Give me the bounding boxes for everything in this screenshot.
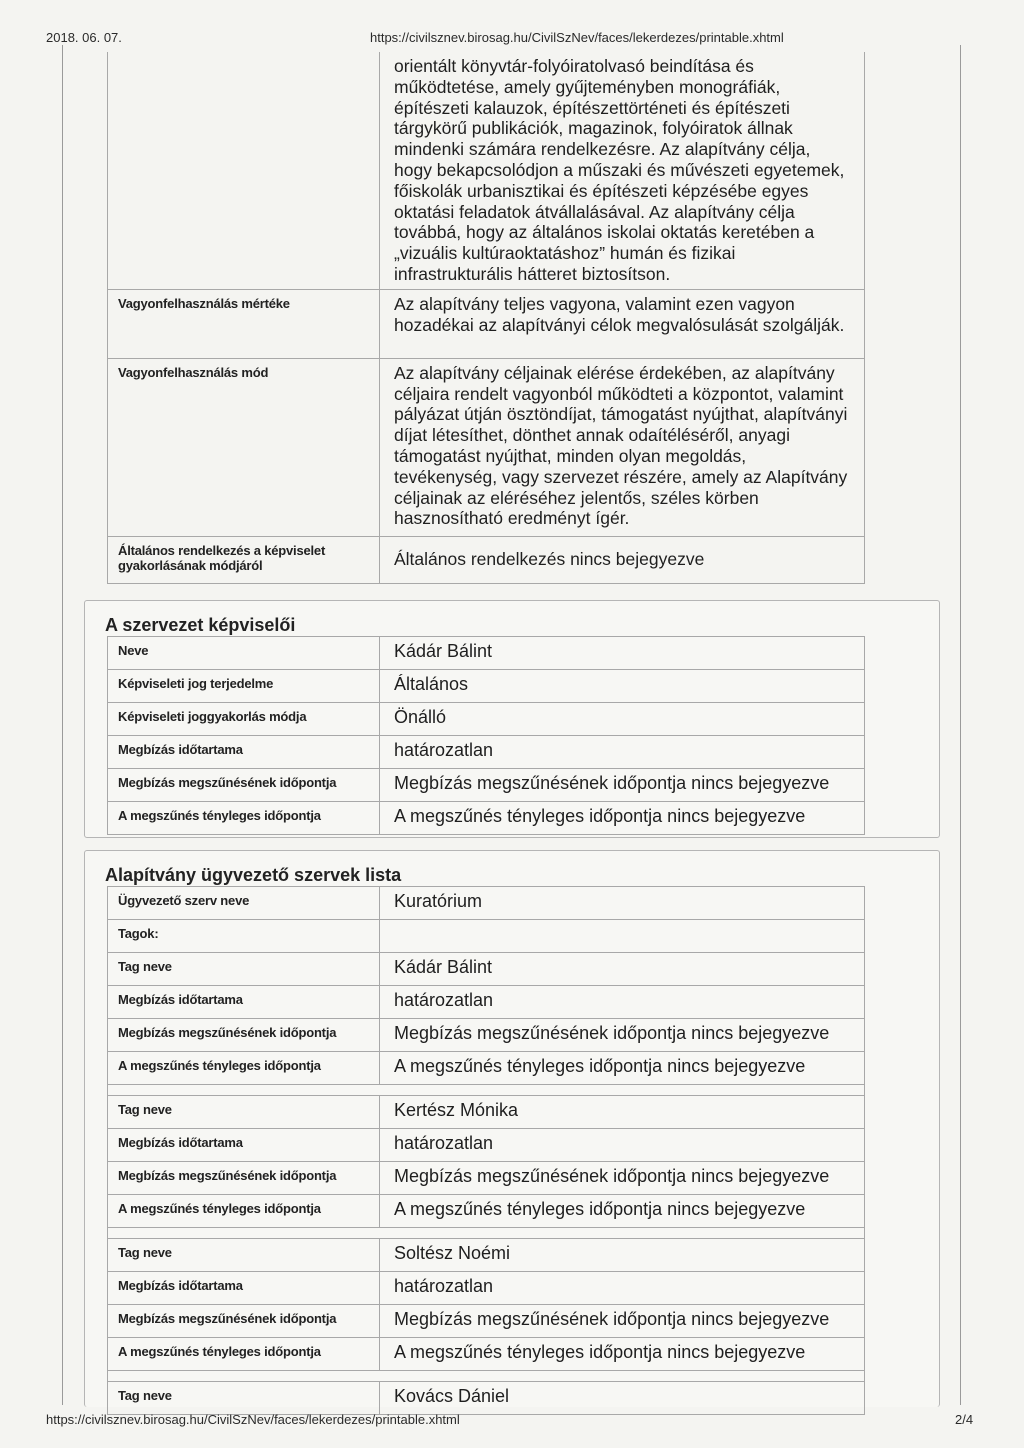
separator-cell <box>108 1228 865 1239</box>
bodies-table <box>107 886 865 1415</box>
row-value: határozatlan <box>380 1272 865 1305</box>
member-separator <box>108 1228 865 1239</box>
purpose-table <box>107 52 865 584</box>
row-label: Megbízás megszűnésének időpontja <box>108 1162 380 1195</box>
separator-cell <box>108 1085 865 1096</box>
row-label: Ügyvezető szerv neve <box>108 887 380 920</box>
row-value: Az alapítvány céljainak elérése érdekében, az alapítvány céljaira rendelt vagyonból működteti a központot, valamint pályázat útján ösztöndíjat, támogatást nyújthat, alapítványi díjat létesíthet, dönthet annak odaítéléséről, anyagi támogatást nyújthat, minden olyan megoldás, tevékenység, vagy szervezet részére, amely az Alapítvány céljainak az eléréséhez jelentős, széles körben hasznosítható eredményt ígér. <box>380 358 865 536</box>
row-value: A megszűnés tényleges időpontja nincs bejegyezve <box>380 1195 865 1228</box>
row-value: határozatlan <box>380 736 865 769</box>
row-value: Általános <box>380 670 865 703</box>
table-row <box>108 1162 865 1195</box>
empty-label-cell <box>108 52 380 289</box>
row-label: Tag neve <box>108 953 380 986</box>
table-row <box>108 1338 865 1371</box>
row-label: Vagyonfelhasználás mértéke <box>108 289 380 358</box>
row-label: Megbízás megszűnésének időpontja <box>108 1305 380 1338</box>
page-frame-right <box>960 45 961 1405</box>
table-row <box>108 953 865 986</box>
table-row <box>108 736 865 769</box>
table-row <box>108 52 865 289</box>
row-value: Megbízás megszűnésének időpontja nincs bejegyezve <box>380 1019 865 1052</box>
empty-value-cell <box>380 920 865 953</box>
row-label: Általános rendelkezés a képviselet gyakorlásának módjáról <box>108 536 380 583</box>
row-label: Tagok: <box>108 920 380 953</box>
member-separator <box>108 1085 865 1096</box>
section-title: Alapítvány ügyvezető szervek lista <box>105 865 402 885</box>
table-row <box>108 1382 865 1415</box>
row-label: Megbízás időtartama <box>108 986 380 1019</box>
section-title: A szervezet képviselői <box>105 615 296 635</box>
footer-url: https://civilsznev.birosag.hu/CivilSzNev/faces/lekerdezes/printable.xhtml <box>46 1412 460 1427</box>
print-date: 2018. 06. 07. <box>46 30 122 45</box>
row-value: határozatlan <box>380 986 865 1019</box>
member-name: Kádár Bálint <box>380 953 865 986</box>
table-row <box>108 289 865 358</box>
table-row <box>108 769 865 802</box>
row-label: A megszűnés tényleges időpontja <box>108 1052 380 1085</box>
member-name: Kovács Dániel <box>380 1382 865 1415</box>
row-label: Tag neve <box>108 1239 380 1272</box>
table-row <box>108 1052 865 1085</box>
page-number: 2/4 <box>955 1412 974 1427</box>
row-label: A megszűnés tényleges időpontja <box>108 802 380 835</box>
table-row <box>108 1195 865 1228</box>
row-label: Neve <box>108 637 380 670</box>
row-label: Vagyonfelhasználás mód <box>108 358 380 536</box>
row-label: Megbízás időtartama <box>108 1129 380 1162</box>
row-label: Megbízás időtartama <box>108 736 380 769</box>
table-row <box>108 887 865 920</box>
page-frame-left <box>62 45 63 1405</box>
table-row <box>108 536 865 583</box>
member-name: Soltész Noémi <box>380 1239 865 1272</box>
table-row <box>108 1272 865 1305</box>
row-value: A megszűnés tényleges időpontja nincs bejegyezve <box>380 802 865 835</box>
row-label: Tag neve <box>108 1096 380 1129</box>
table-row <box>108 1305 865 1338</box>
row-label: Megbízás megszűnésének időpontja <box>108 1019 380 1052</box>
row-value: A megszűnés tényleges időpontja nincs bejegyezve <box>380 1338 865 1371</box>
member-separator <box>108 1371 865 1382</box>
print-url: https://civilsznev.birosag.hu/CivilSzNev/faces/lekerdezes/printable.xhtml <box>370 30 784 45</box>
row-value: Megbízás megszűnésének időpontja nincs bejegyezve <box>380 1162 865 1195</box>
row-value: határozatlan <box>380 1129 865 1162</box>
row-label: Megbízás időtartama <box>108 1272 380 1305</box>
table-row <box>108 802 865 835</box>
row-label: Tag neve <box>108 1382 380 1415</box>
row-label: Képviseleti joggyakorlás módja <box>108 703 380 736</box>
table-row <box>108 1096 865 1129</box>
table-row <box>108 1129 865 1162</box>
row-label: A megszűnés tényleges időpontja <box>108 1195 380 1228</box>
table-row <box>108 1019 865 1052</box>
row-value: Az alapítvány teljes vagyona, valamint ezen vagyon hozadékai az alapítványi célok megvalósulását szolgálják. <box>380 289 865 358</box>
row-value: Megbízás megszűnésének időpontja nincs bejegyezve <box>380 1305 865 1338</box>
row-label: Képviseleti jog terjedelme <box>108 670 380 703</box>
row-label: Megbízás megszűnésének időpontja <box>108 769 380 802</box>
purpose-text-continued: orientált könyvtár-folyóiratolvasó beindítása és működtetése, amely gyűjteményben monográfiák, építészeti kalauzok, építészettörténeti és építészeti tárgykörű publikációk, magazinok, folyóiratok állnak mindenki számára rendelkezésre. Az alapítvány célja, hogy bekapcsolódjon a műszaki és művészeti egyetemek, főiskolák urbanisztikai és építészeti képzésébe egyes oktatási feladatok átvállalásával. Az alapítvány célja továbbá, hogy az általános iskolai oktatás keretében a „vizuális kultúraoktatáshoz” humán és fizikai infrastrukturális hátteret biztosítson. <box>380 52 865 289</box>
row-value: Megbízás megszűnésének időpontja nincs bejegyezve <box>380 769 865 802</box>
table-row <box>108 1239 865 1272</box>
row-value: Kuratórium <box>380 887 865 920</box>
row-value: Önálló <box>380 703 865 736</box>
member-name: Kertész Mónika <box>380 1096 865 1129</box>
table-row <box>108 670 865 703</box>
table-row <box>108 920 865 953</box>
table-row <box>108 986 865 1019</box>
row-value: A megszűnés tényleges időpontja nincs bejegyezve <box>380 1052 865 1085</box>
table-row <box>108 703 865 736</box>
separator-cell <box>108 1371 865 1382</box>
row-value: Kádár Bálint <box>380 637 865 670</box>
table-row <box>108 358 865 536</box>
row-value: Általános rendelkezés nincs bejegyezve <box>380 536 865 583</box>
table-row <box>108 637 865 670</box>
row-label: A megszűnés tényleges időpontja <box>108 1338 380 1371</box>
representatives-table <box>107 636 865 835</box>
